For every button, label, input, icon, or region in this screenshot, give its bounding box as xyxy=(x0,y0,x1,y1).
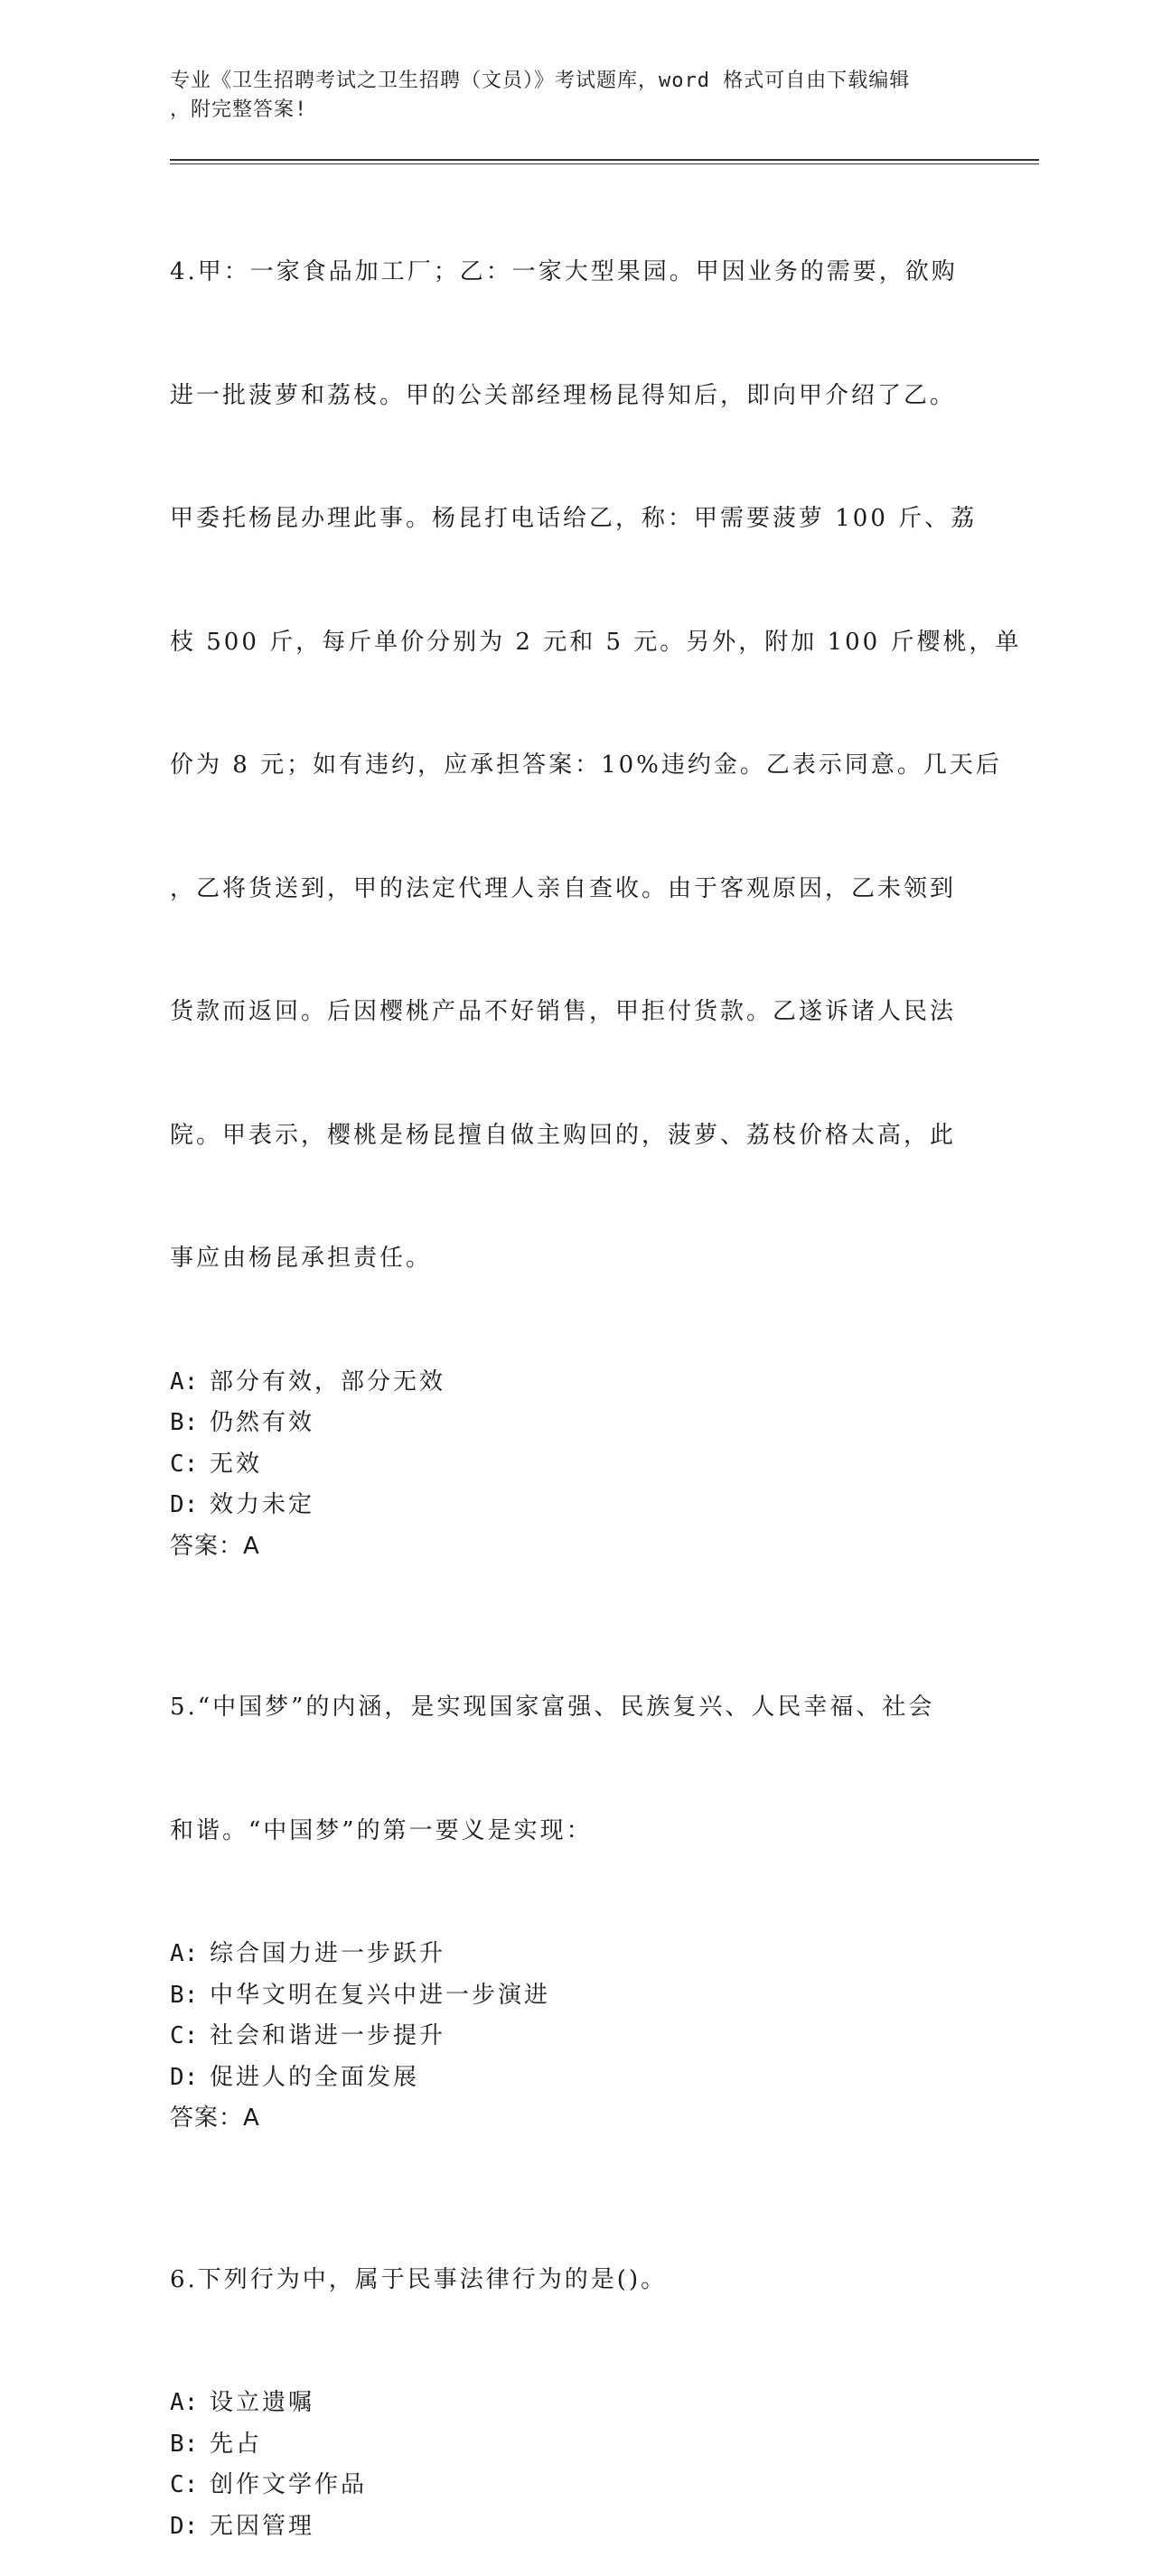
question-line: 5.“中国梦”的内涵，是实现国家富强、民族复兴、人民幸福、社会 xyxy=(170,1694,935,1721)
question-line: 价为 8 元；如有违约，应承担答案：10%违约金。乙表示同意。几天后 xyxy=(170,751,1002,779)
option-text: 先占 xyxy=(210,2430,263,2458)
option-text: 无因管理 xyxy=(210,2512,315,2540)
option-b xyxy=(170,2424,965,2466)
option-c xyxy=(170,1444,965,1486)
header-line-2: ，附完整答案! xyxy=(170,98,308,121)
option-text: 部分有效，部分无效 xyxy=(210,1367,446,1395)
option-text: 中华文明在复兴中进一步演进 xyxy=(210,1981,551,2009)
question-line: 进一批菠萝和荔枝。甲的公关部经理杨昆得知后，即向甲介绍了乙。 xyxy=(170,381,957,409)
option-b xyxy=(170,1975,965,2017)
option-key: A: xyxy=(170,1367,199,1395)
option-text: 设立遗嘱 xyxy=(210,2389,315,2416)
question-4 xyxy=(170,170,1022,1567)
option-text: 促进人的全面发展 xyxy=(210,2063,420,2091)
option-text: 无效 xyxy=(210,1450,263,1478)
option-a xyxy=(170,2383,965,2424)
option-a xyxy=(170,1362,965,1404)
option-key: D: xyxy=(170,1491,199,1518)
question-text xyxy=(170,2178,965,2384)
option-key: C: xyxy=(170,2022,199,2049)
document-header xyxy=(170,67,983,125)
question-text xyxy=(170,1605,965,1934)
answer-line: 答案：A xyxy=(170,1532,260,1560)
question-line: 和谐。“中国梦”的第一要义是实现： xyxy=(170,1816,593,1844)
option-d xyxy=(170,2058,965,2099)
question-text xyxy=(170,170,1022,1362)
option-key: D: xyxy=(170,2063,199,2091)
option-key: B: xyxy=(170,1981,199,2009)
option-text: 社会和谐进一步提升 xyxy=(210,2022,446,2049)
question-line: 货款而返回。后因樱桃产品不好销售，甲拒付货款。乙遂诉诸人民法 xyxy=(170,998,957,1025)
option-key: B: xyxy=(170,2430,199,2458)
option-key: C: xyxy=(170,1450,199,1478)
option-d xyxy=(170,1485,965,1526)
header-line-1: 专业《卫生招聘考试之卫生招聘（文员）》考试题库，word 格式可自由下载编辑 xyxy=(170,70,911,92)
option-key: C: xyxy=(170,2471,199,2498)
header-divider-thin xyxy=(170,163,1039,164)
option-a xyxy=(170,1934,965,1975)
question-line: 6.下列行为中，属于民事法律行为的是()。 xyxy=(170,2265,668,2293)
option-c xyxy=(170,2016,965,2058)
header-divider-thick xyxy=(170,159,1039,161)
question-list xyxy=(170,170,1022,2576)
option-key: D: xyxy=(170,2512,199,2540)
option-key: A: xyxy=(170,1940,199,1967)
question-6 xyxy=(170,2178,965,2548)
option-text: 仍然有效 xyxy=(210,1409,315,1436)
question-line: 院。甲表示，樱桃是杨昆擅自做主购回的，菠萝、荔枝价格太高，此 xyxy=(170,1121,957,1149)
option-key: B: xyxy=(170,1409,199,1436)
option-text: 创作文学作品 xyxy=(210,2471,368,2498)
question-line: 事应由杨昆承担责任。 xyxy=(170,1245,433,1272)
question-line: ，乙将货送到，甲的法定代理人亲自查收。由于客观原因，乙未领到 xyxy=(170,874,957,902)
option-text: 综合国力进一步跃升 xyxy=(210,1940,446,1967)
question-line: 枝 500 斤，每斤单价分别为 2 元和 5 元。另外，附加 100 斤樱桃，单 xyxy=(170,628,1022,656)
question-5 xyxy=(170,1605,965,2140)
option-d xyxy=(170,2506,965,2548)
option-key: A: xyxy=(170,2389,199,2416)
question-line: 甲委托杨昆办理此事。杨昆打电话给乙，称：甲需要菠萝 100 斤、荔 xyxy=(170,505,978,532)
option-text: 效力未定 xyxy=(210,1491,315,1518)
option-c xyxy=(170,2465,965,2506)
option-b xyxy=(170,1403,965,1444)
answer-line: 答案：A xyxy=(170,2105,260,2132)
question-line: 4.甲：一家食品加工厂；乙：一家大型果园。甲因业务的需要，欲购 xyxy=(170,258,958,285)
